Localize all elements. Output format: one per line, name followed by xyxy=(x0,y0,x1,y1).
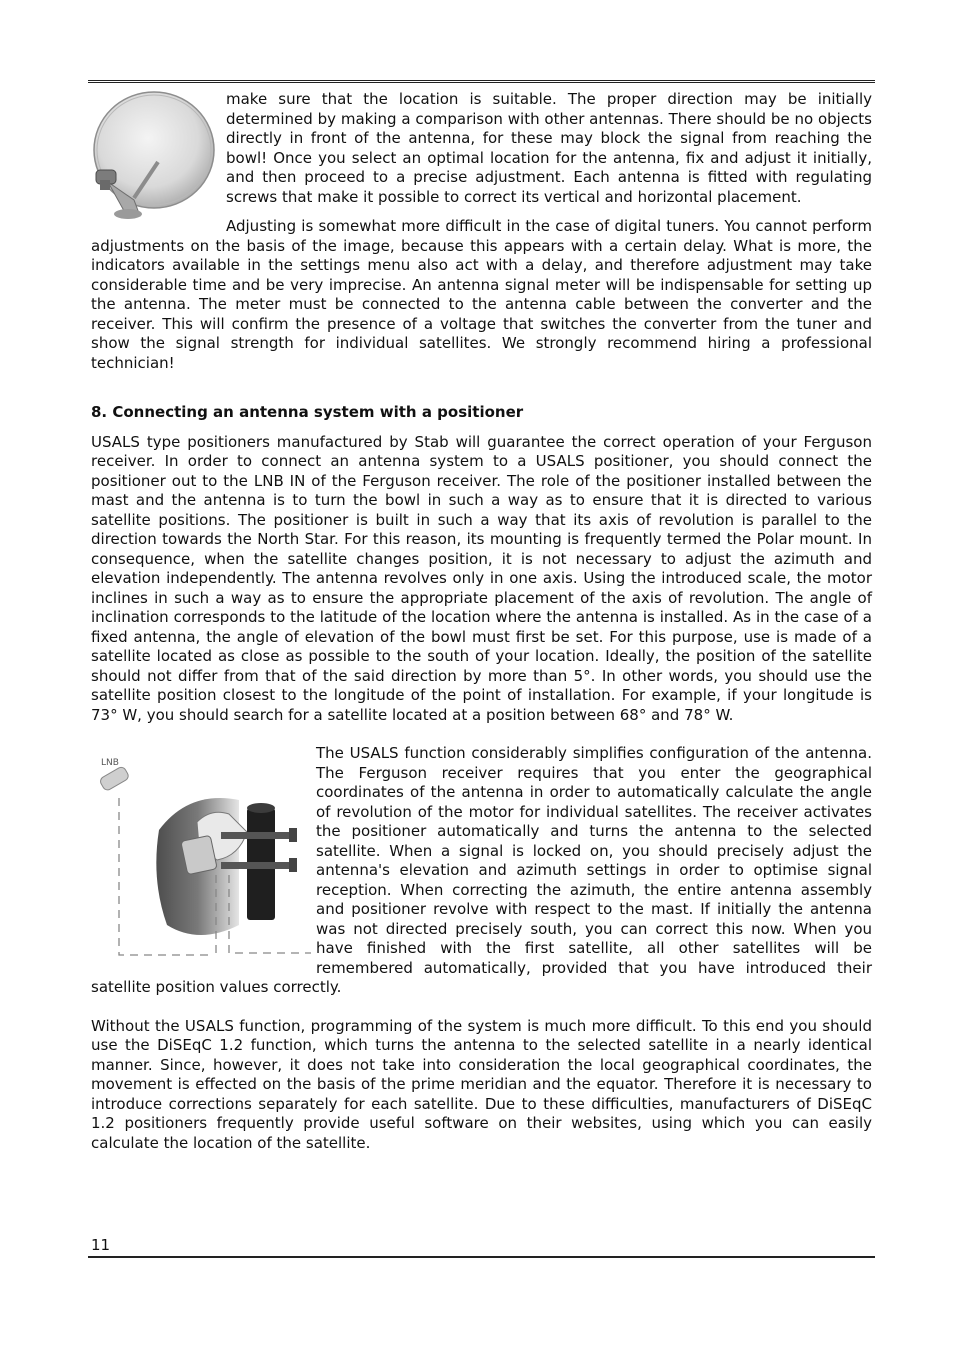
diseqc-paragraph: Without the USALS function, programming of the system is much more difficult. To this end you should use the DiSEqC 1.2 function, which turns the antenna to the selected satellite in a nearly identical manner. Since, however, it does not take into consideration the local geographical coordinates, the movement is effected on the basis of the prime meridian and the equator. Therefore it is necessary to introduce corrections separately for each satellite. Due to these difficulties, manufacturers of DiSEqC 1.2 positioners frequently provide useful software on their websites, using which you can easily calculate the location of the satellite. xyxy=(91,1016,872,1152)
positioner-diagram xyxy=(89,750,311,963)
usals-function-paragraph: The USALS function considerably simplifies configuration of the antenna. The Ferguson receiver requires that you enter the geographical coordinates of the antenna in order to automatically calculate the angle of revolution of the motor for individual satellites. The receiver activates the positioner automatically and turns the antenna to the selected satellite. When a signal is locked on, you should precisely adjust the antenna's elevation and azimuth settings in order to optimise signal reception. When correcting the azimuth, the entire antenna assembly and positioner revolve with respect to the mast. If initially the antenna was not directed precisely south, you can correct this now. When you have finished with the first satellite, all other satellites will be remembered automatically, provided that you have introduced their satellite position values correctly. xyxy=(91,744,872,996)
intro-paragraph: make sure that the location is suitable. The proper direction may be initially determined by making a comparison with other antennas. There should be no objects directly in front of the antenna, for these may block the signal from reaching the bowl! Once you select an optimal location for the antenna, fix and adjust it initially, and then proceed to a precise adjustment. Each antenna is fitted with regulating screws that make it possible to correct its vertical and horizontal placement. xyxy=(226,90,872,206)
section-heading: 8. Connecting an antenna system with a positioner xyxy=(91,403,524,421)
lnb-label: LNB xyxy=(101,758,119,768)
page-number: 11 xyxy=(91,1236,111,1254)
page-body xyxy=(91,90,872,1153)
footer-rule xyxy=(88,1256,875,1258)
header-rule xyxy=(88,80,875,83)
satellite-dish-image xyxy=(88,90,216,222)
usals-paragraph: USALS type positioners manufactured by Stab will guarantee the correct operation of your Ferguson receiver. In order to connect an antenna system to a USALS positioner, you should connect the positioner out to the LNB IN of the Ferguson receiver. The role of the positioner installed between the mast and the antenna is to turn the bowl in such a way as to ensure that it is directed to various satellite positions. The positioner is built in such a way that its axis of revolution is parallel to the direction towards the North Star. For this reason, its mounting is frequently termed the Polar mount. In consequence, when the satellite changes position, it is not necessary to adjust the azimuth and elevation independently. The antenna revolves only in one axis. Using the introduced scale, the motor inclines in such a way as to ensure the appropriate placement of the axis of revolution. The angle of inclination corresponds to the latitude of the location where the antenna is installed. As in the case of a fixed antenna, the angle of elevation of the bowl must first be set. For this purpose, use is made of a satellite located as close as possible to the south of your location. Ideally, the position of the satellite should not differ from that of the said direction by more than 5°. In other words, you should use the satellite position closest to the longitude of the point of installation. For example, if your longitude is 73° W, you should search for a satellite located at a position between 68° and 78° W. xyxy=(91,432,872,724)
adjusting-paragraph: Adjusting is somewhat more difficult in the case of digital tuners. You cannot perform adjustments on the basis of the image, because this appears with a certain delay. What is more, the indicators available in the settings menu also act with a delay, and therefore adjustment may take considerable time and be very imprecise. An antenna signal meter will be indispensable for setting up the antenna. The meter must be connected to the antenna cable between the converter and the receiver. This will confirm the presence of a voltage that switches the converter from the tuner and show the signal strength for individual satellites. We strongly recommend hiring a professional technician! xyxy=(91,217,872,372)
